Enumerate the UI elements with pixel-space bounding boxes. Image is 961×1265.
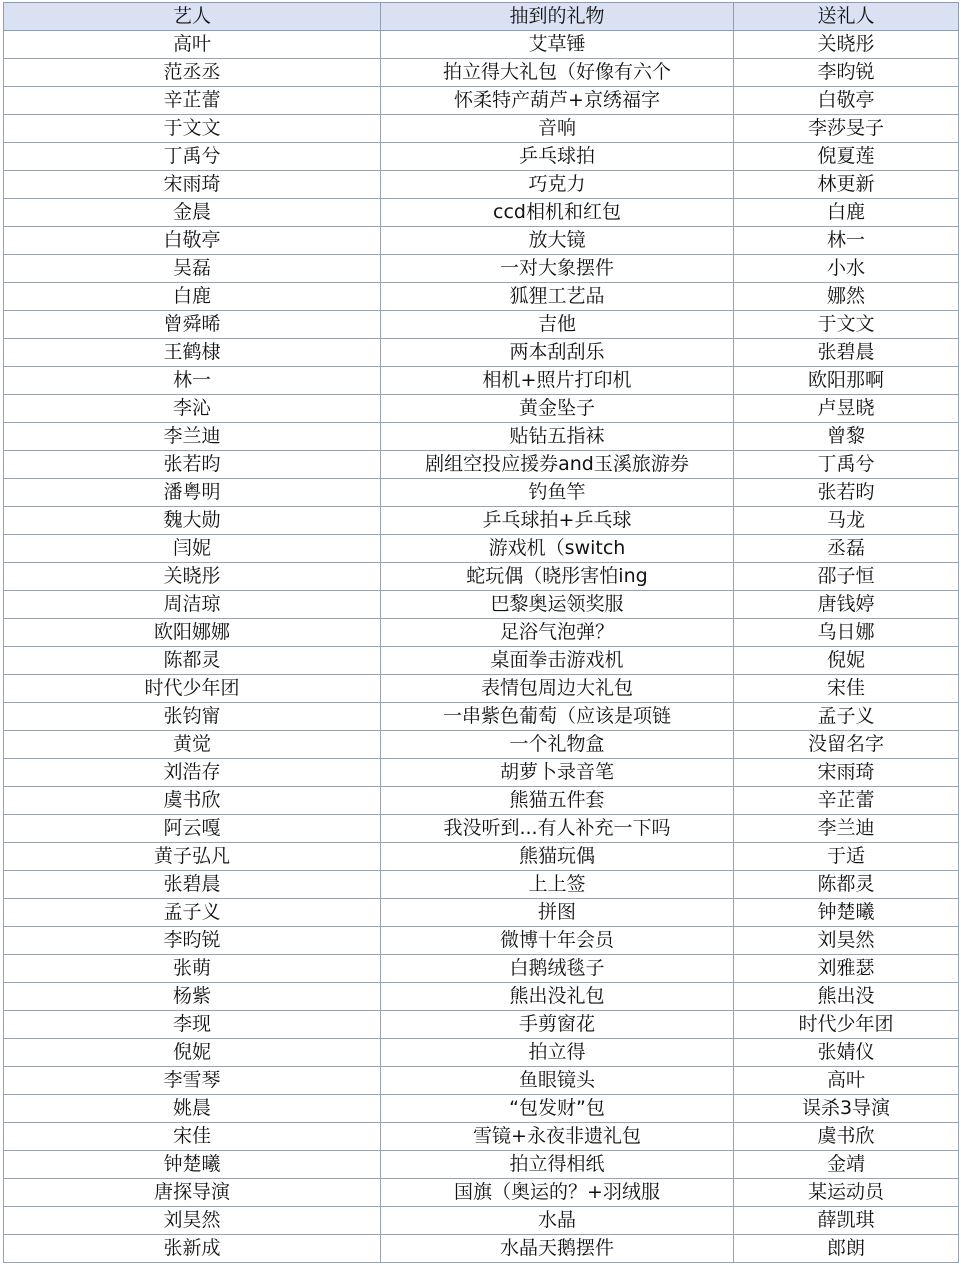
cell-gift[interactable]: 音响 <box>381 115 734 143</box>
cell-gift[interactable]: 乒乓球拍+乒乓球 <box>381 507 734 535</box>
cell-gift[interactable]: 钓鱼竿 <box>381 479 734 507</box>
cell-gift[interactable]: 一个礼物盒 <box>381 731 734 759</box>
cell-artist[interactable]: 辛芷蕾 <box>4 87 381 115</box>
table-row <box>4 31 959 59</box>
table-row <box>4 1011 959 1039</box>
cell-gift[interactable]: 一串紫色葡萄（应该是项链 <box>381 703 734 731</box>
cell-gift[interactable]: 蛇玩偶（晓彤害怕ing <box>381 563 734 591</box>
cell-gift[interactable]: 胡萝卜录音笔 <box>381 759 734 787</box>
table-row <box>4 927 959 955</box>
cell-artist[interactable]: 魏大勋 <box>4 507 381 535</box>
cell-artist[interactable]: 张若昀 <box>4 451 381 479</box>
cell-artist[interactable]: 倪妮 <box>4 1039 381 1067</box>
table-row <box>4 1095 959 1123</box>
cell-artist[interactable]: 于文文 <box>4 115 381 143</box>
table-row <box>4 535 959 563</box>
cell-giver[interactable]: 乌日娜 <box>734 619 959 647</box>
cell-artist[interactable]: 丁禹兮 <box>4 143 381 171</box>
cell-gift[interactable]: 雪镜+永夜非遗礼包 <box>381 1123 734 1151</box>
cell-artist[interactable]: 钟楚曦 <box>4 1151 381 1179</box>
table-row <box>4 1039 959 1067</box>
cell-artist[interactable]: 张钧甯 <box>4 703 381 731</box>
table-row <box>4 227 959 255</box>
table-row <box>4 59 959 87</box>
table-row <box>4 451 959 479</box>
cell-artist[interactable]: 唐探导演 <box>4 1179 381 1207</box>
cell-giver[interactable]: 宋雨琦 <box>734 759 959 787</box>
cell-gift[interactable]: 拼图 <box>381 899 734 927</box>
cell-artist[interactable]: 白鹿 <box>4 283 381 311</box>
cell-artist[interactable]: 陈都灵 <box>4 647 381 675</box>
table-row <box>4 1067 959 1095</box>
table-row <box>4 619 959 647</box>
cell-gift[interactable]: 白鹅绒毯子 <box>381 955 734 983</box>
cell-gift[interactable]: 游戏机（switch <box>381 535 734 563</box>
table-row <box>4 1151 959 1179</box>
table-row <box>4 843 959 871</box>
table-row <box>4 1179 959 1207</box>
cell-artist[interactable]: 李雪琴 <box>4 1067 381 1095</box>
cell-giver[interactable]: 某运动员 <box>734 1179 959 1207</box>
cell-gift[interactable]: 放大镜 <box>381 227 734 255</box>
table-row <box>4 899 959 927</box>
cell-artist[interactable]: 欧阳娜娜 <box>4 619 381 647</box>
cell-giver[interactable]: 没留名字 <box>734 731 959 759</box>
cell-giver[interactable]: 邵子恒 <box>734 563 959 591</box>
cell-gift[interactable]: 狐狸工艺品 <box>381 283 734 311</box>
cell-artist[interactable]: 潘粤明 <box>4 479 381 507</box>
cell-giver[interactable]: 刘昊然 <box>734 927 959 955</box>
cell-artist[interactable]: 周洁琼 <box>4 591 381 619</box>
cell-giver[interactable]: 李莎旻子 <box>734 115 959 143</box>
cell-gift[interactable]: 鱼眼镜头 <box>381 1067 734 1095</box>
cell-artist[interactable]: 孟子义 <box>4 899 381 927</box>
cell-gift[interactable]: 两本刮刮乐 <box>381 339 734 367</box>
cell-giver[interactable]: 孟子义 <box>734 703 959 731</box>
cell-gift[interactable]: 水晶 <box>381 1207 734 1235</box>
table-row <box>4 507 959 535</box>
table-row <box>4 983 959 1011</box>
cell-giver[interactable]: 虞书欣 <box>734 1123 959 1151</box>
table-row <box>4 143 959 171</box>
table-body <box>4 31 959 1263</box>
cell-gift[interactable]: 拍立得相纸 <box>381 1151 734 1179</box>
cell-gift[interactable]: 一对大象摆件 <box>381 255 734 283</box>
cell-gift[interactable]: 黄金坠子 <box>381 395 734 423</box>
table-row <box>4 87 959 115</box>
table-row <box>4 563 959 591</box>
cell-artist[interactable]: 白敬亭 <box>4 227 381 255</box>
cell-giver[interactable]: 误杀3导演 <box>734 1095 959 1123</box>
cell-giver[interactable]: 李兰迪 <box>734 815 959 843</box>
header-cell-gift[interactable]: 抽到的礼物 <box>381 3 734 31</box>
cell-giver[interactable]: 李昀锐 <box>734 59 959 87</box>
cell-gift[interactable]: 吉他 <box>381 311 734 339</box>
table-row <box>4 479 959 507</box>
cell-artist[interactable]: 王鹤棣 <box>4 339 381 367</box>
cell-gift[interactable]: ccd相机和红包 <box>381 199 734 227</box>
cell-artist[interactable]: 张新成 <box>4 1235 381 1263</box>
cell-giver[interactable]: 宋佳 <box>734 675 959 703</box>
table-row <box>4 339 959 367</box>
cell-giver[interactable]: 高叶 <box>734 1067 959 1095</box>
cell-giver[interactable]: 小水 <box>734 255 959 283</box>
cell-giver[interactable]: 刘雅瑟 <box>734 955 959 983</box>
table-row <box>4 731 959 759</box>
cell-artist[interactable]: 杨紫 <box>4 983 381 1011</box>
cell-gift[interactable]: 水晶天鹅摆件 <box>381 1235 734 1263</box>
cell-gift[interactable]: 巧克力 <box>381 171 734 199</box>
cell-gift[interactable]: 乒乓球拍 <box>381 143 734 171</box>
cell-giver[interactable]: 张婧仪 <box>734 1039 959 1067</box>
header-cell-giver[interactable]: 送礼人 <box>734 3 959 31</box>
table-row <box>4 115 959 143</box>
cell-giver[interactable]: 于文文 <box>734 311 959 339</box>
cell-artist[interactable]: 吴磊 <box>4 255 381 283</box>
cell-gift[interactable]: 上上签 <box>381 871 734 899</box>
cell-giver[interactable]: 曾黎 <box>734 423 959 451</box>
cell-gift[interactable]: “包发财”包 <box>381 1095 734 1123</box>
cell-gift[interactable]: 熊猫五件套 <box>381 787 734 815</box>
table-row <box>4 871 959 899</box>
cell-giver[interactable]: 白敬亭 <box>734 87 959 115</box>
cell-gift[interactable]: 桌面拳击游戏机 <box>381 647 734 675</box>
cell-artist[interactable]: 张碧晨 <box>4 871 381 899</box>
cell-giver[interactable]: 辛芷蕾 <box>734 787 959 815</box>
cell-artist[interactable]: 宋雨琦 <box>4 171 381 199</box>
cell-artist[interactable]: 宋佳 <box>4 1123 381 1151</box>
cell-gift[interactable]: 艾草锤 <box>381 31 734 59</box>
cell-artist[interactable]: 刘昊然 <box>4 1207 381 1235</box>
table-row <box>4 647 959 675</box>
cell-gift[interactable]: 国旗（奥运的？+羽绒服 <box>381 1179 734 1207</box>
cell-gift[interactable]: 足浴气泡弹？ <box>381 619 734 647</box>
cell-artist[interactable]: 张萌 <box>4 955 381 983</box>
table-row <box>4 787 959 815</box>
table-row <box>4 703 959 731</box>
cell-giver[interactable]: 唐钱婷 <box>734 591 959 619</box>
cell-artist[interactable]: 林一 <box>4 367 381 395</box>
table-row <box>4 395 959 423</box>
cell-gift[interactable]: 熊猫玩偶 <box>381 843 734 871</box>
table-header <box>4 3 959 31</box>
cell-giver[interactable]: 关晓彤 <box>734 31 959 59</box>
cell-artist[interactable]: 姚晨 <box>4 1095 381 1123</box>
table-row <box>4 311 959 339</box>
table-row <box>4 171 959 199</box>
cell-artist[interactable]: 范丞丞 <box>4 59 381 87</box>
spreadsheet <box>3 2 958 1263</box>
cell-giver[interactable]: 白鹿 <box>734 199 959 227</box>
cell-giver[interactable]: 郎朗 <box>734 1235 959 1263</box>
table-row <box>4 955 959 983</box>
cell-artist[interactable]: 李现 <box>4 1011 381 1039</box>
cell-gift[interactable]: 怀柔特产葫芦+京绣福字 <box>381 87 734 115</box>
table-row <box>4 815 959 843</box>
cell-giver[interactable]: 马龙 <box>734 507 959 535</box>
cell-gift[interactable]: 熊出没礼包 <box>381 983 734 1011</box>
cell-giver[interactable]: 欧阳那啊 <box>734 367 959 395</box>
table-row <box>4 255 959 283</box>
cell-artist[interactable]: 高叶 <box>4 31 381 59</box>
cell-giver[interactable]: 林更新 <box>734 171 959 199</box>
cell-giver[interactable]: 熊出没 <box>734 983 959 1011</box>
table-row <box>4 283 959 311</box>
cell-giver[interactable]: 娜然 <box>734 283 959 311</box>
table-row <box>4 1123 959 1151</box>
cell-giver[interactable]: 张若昀 <box>734 479 959 507</box>
cell-artist[interactable]: 刘浩存 <box>4 759 381 787</box>
cell-gift[interactable]: 剧组空投应援券and玉溪旅游券 <box>381 451 734 479</box>
cell-artist[interactable]: 闫妮 <box>4 535 381 563</box>
cell-giver[interactable]: 钟楚曦 <box>734 899 959 927</box>
cell-giver[interactable]: 张碧晨 <box>734 339 959 367</box>
cell-gift[interactable]: 拍立得 <box>381 1039 734 1067</box>
table-row <box>4 675 959 703</box>
cell-artist[interactable]: 李昀锐 <box>4 927 381 955</box>
cell-giver[interactable]: 丁禹兮 <box>734 451 959 479</box>
cell-artist[interactable]: 曾舜晞 <box>4 311 381 339</box>
cell-giver[interactable]: 倪夏莲 <box>734 143 959 171</box>
cell-artist[interactable]: 黄觉 <box>4 731 381 759</box>
cell-artist[interactable]: 虞书欣 <box>4 787 381 815</box>
table-row <box>4 423 959 451</box>
cell-giver[interactable]: 陈都灵 <box>734 871 959 899</box>
cell-gift[interactable]: 我没听到...有人补充一下吗 <box>381 815 734 843</box>
cell-gift[interactable]: 表情包周边大礼包 <box>381 675 734 703</box>
gift-table <box>3 2 959 1263</box>
table-row <box>4 1207 959 1235</box>
cell-gift[interactable]: 拍立得大礼包（好像有六个 <box>381 59 734 87</box>
table-row <box>4 199 959 227</box>
header-row <box>4 3 959 31</box>
table-row <box>4 591 959 619</box>
cell-giver[interactable]: 林一 <box>734 227 959 255</box>
cell-artist[interactable]: 时代少年团 <box>4 675 381 703</box>
table-row <box>4 759 959 787</box>
cell-artist[interactable]: 李兰迪 <box>4 423 381 451</box>
cell-gift[interactable]: 相机+照片打印机 <box>381 367 734 395</box>
cell-giver[interactable]: 金靖 <box>734 1151 959 1179</box>
cell-giver[interactable]: 卢昱晓 <box>734 395 959 423</box>
cell-gift[interactable]: 手剪窗花 <box>381 1011 734 1039</box>
cell-artist[interactable]: 阿云嘎 <box>4 815 381 843</box>
cell-gift[interactable]: 微博十年会员 <box>381 927 734 955</box>
header-cell-artist[interactable]: 艺人 <box>4 3 381 31</box>
table-row <box>4 1235 959 1263</box>
cell-giver[interactable]: 薛凯琪 <box>734 1207 959 1235</box>
table-row <box>4 367 959 395</box>
cell-giver[interactable]: 于适 <box>734 843 959 871</box>
cell-artist[interactable]: 金晨 <box>4 199 381 227</box>
cell-artist[interactable]: 黄子弘凡 <box>4 843 381 871</box>
cell-giver[interactable]: 时代少年团 <box>734 1011 959 1039</box>
cell-gift[interactable]: 贴钻五指袜 <box>381 423 734 451</box>
cell-artist[interactable]: 关晓彤 <box>4 563 381 591</box>
cell-gift[interactable]: 巴黎奥运领奖服 <box>381 591 734 619</box>
cell-giver[interactable]: 丞磊 <box>734 535 959 563</box>
cell-artist[interactable]: 李沁 <box>4 395 381 423</box>
cell-giver[interactable]: 倪妮 <box>734 647 959 675</box>
